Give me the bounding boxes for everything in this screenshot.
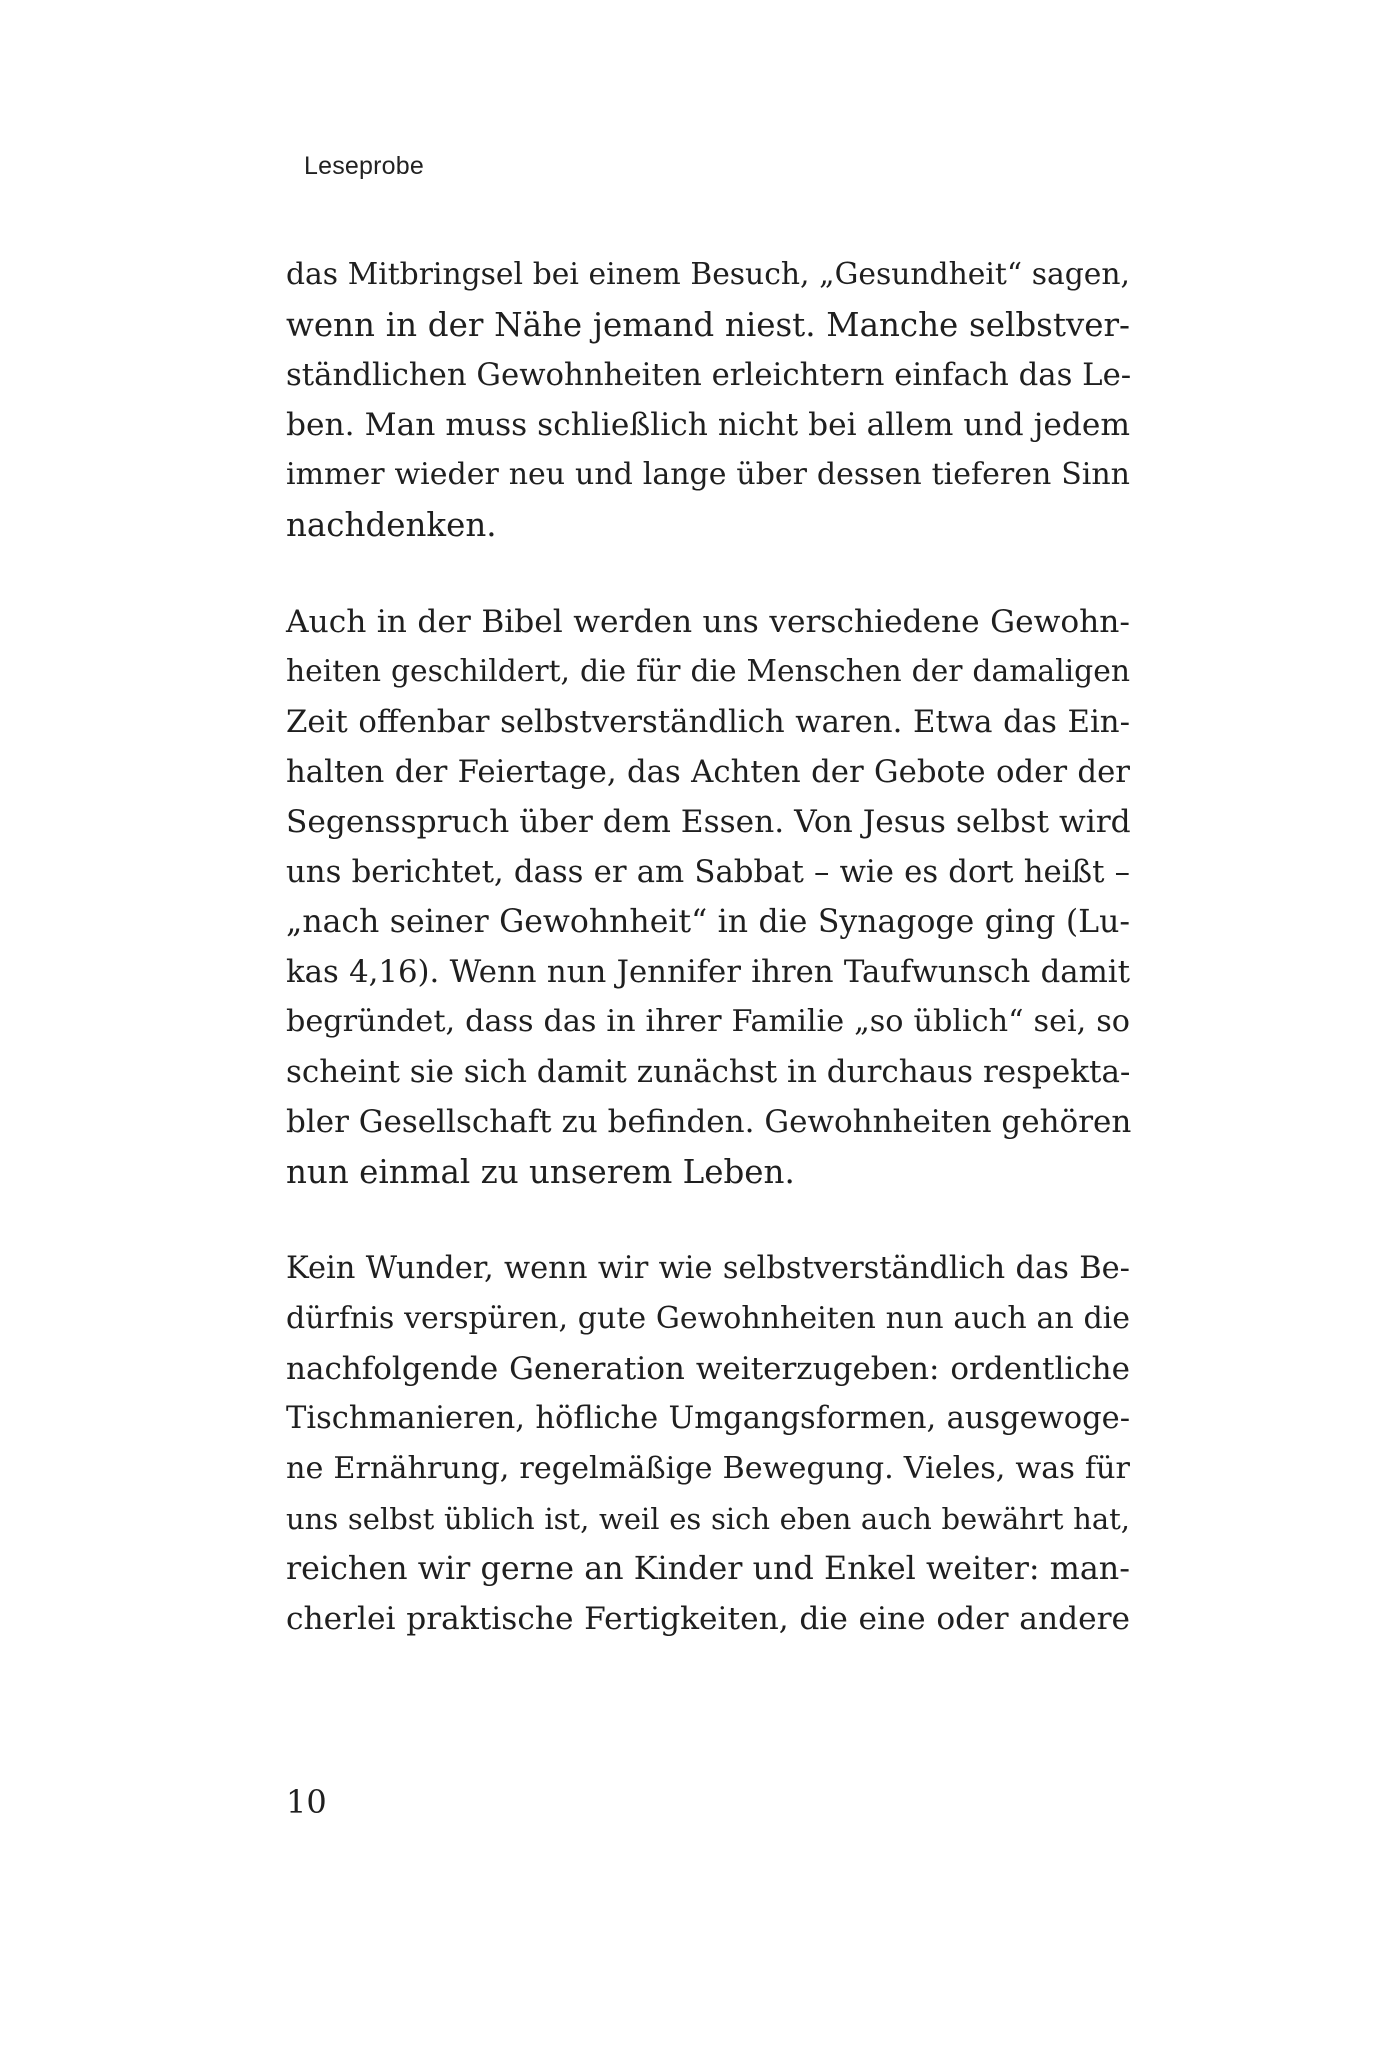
text-line: ben. Man muss schließlich nicht bei allem und jedem xyxy=(286,407,1130,443)
page-number: 10 xyxy=(286,1783,327,1821)
text-line: dürfnis verspüren, gute Gewohnheiten nun auch an die xyxy=(286,1301,1130,1336)
text-line: „nach seiner Gewohnheit“ in die Synagoge ging (Lu- xyxy=(286,904,1130,940)
text-line: Tischmanieren, höfliche Umgangsformen, ausgewoge- xyxy=(286,1401,1130,1436)
text-line: das Mitbringsel bei einem Besuch, „Gesundheit“ sagen, xyxy=(286,257,1130,292)
text-line: ne Ernährung, regelmäßige Bewegung. Vieles, was für xyxy=(286,1451,1130,1486)
text-line: Segensspruch über dem Essen. Von Jesus selbst wird xyxy=(286,804,1131,840)
text-line: Zeit offenbar selbstverständlich waren. Etwa das Ein- xyxy=(286,704,1130,740)
text-line: ständlichen Gewohnheiten erleichtern einfach das Le- xyxy=(286,357,1132,393)
text-line: Auch in der Bibel werden uns verschiedene Gewohn- xyxy=(286,604,1130,640)
text-line: immer wieder neu und lange über dessen tieferen Sinn xyxy=(286,457,1130,492)
text-line: uns selbst üblich ist, weil es sich eben auch bewährt hat, xyxy=(286,1502,1130,1536)
text-line: halten der Feiertage, das Achten der Gebote oder der xyxy=(286,754,1130,790)
text-line: begründet, dass das in ihrer Familie „so üblich“ sei, so xyxy=(286,1004,1130,1039)
text-line: Kein Wunder, wenn wir wie selbstverständlich das Be- xyxy=(286,1251,1130,1286)
text-line: scheint sie sich damit zunächst in durchaus respekta- xyxy=(286,1054,1131,1090)
text-line: wenn in der Nähe jemand niest. Manche selbstver- xyxy=(286,306,1130,344)
text-line: heiten geschildert, die für die Menschen der damaligen xyxy=(286,654,1130,689)
text-line: kas 4,16). Wenn nun Jennifer ihren Taufwunsch damit xyxy=(286,954,1130,990)
text-line: uns berichtet, dass er am Sabbat – wie es dort heißt – xyxy=(286,854,1130,890)
text-line: nachdenken. xyxy=(286,506,497,544)
text-line: bler Gesellschaft zu befinden. Gewohnheiten gehören xyxy=(286,1104,1132,1140)
text-line: cherlei praktische Fertigkeiten, die eine oder andere xyxy=(286,1601,1130,1637)
running-header: Leseprobe xyxy=(304,152,424,180)
text-line: nun einmal zu unserem Leben. xyxy=(286,1153,795,1191)
text-line: nachfolgende Generation weiterzugeben: ordentliche xyxy=(286,1351,1130,1387)
text-line: reichen wir gerne an Kinder und Enkel weiter: man- xyxy=(286,1551,1130,1587)
